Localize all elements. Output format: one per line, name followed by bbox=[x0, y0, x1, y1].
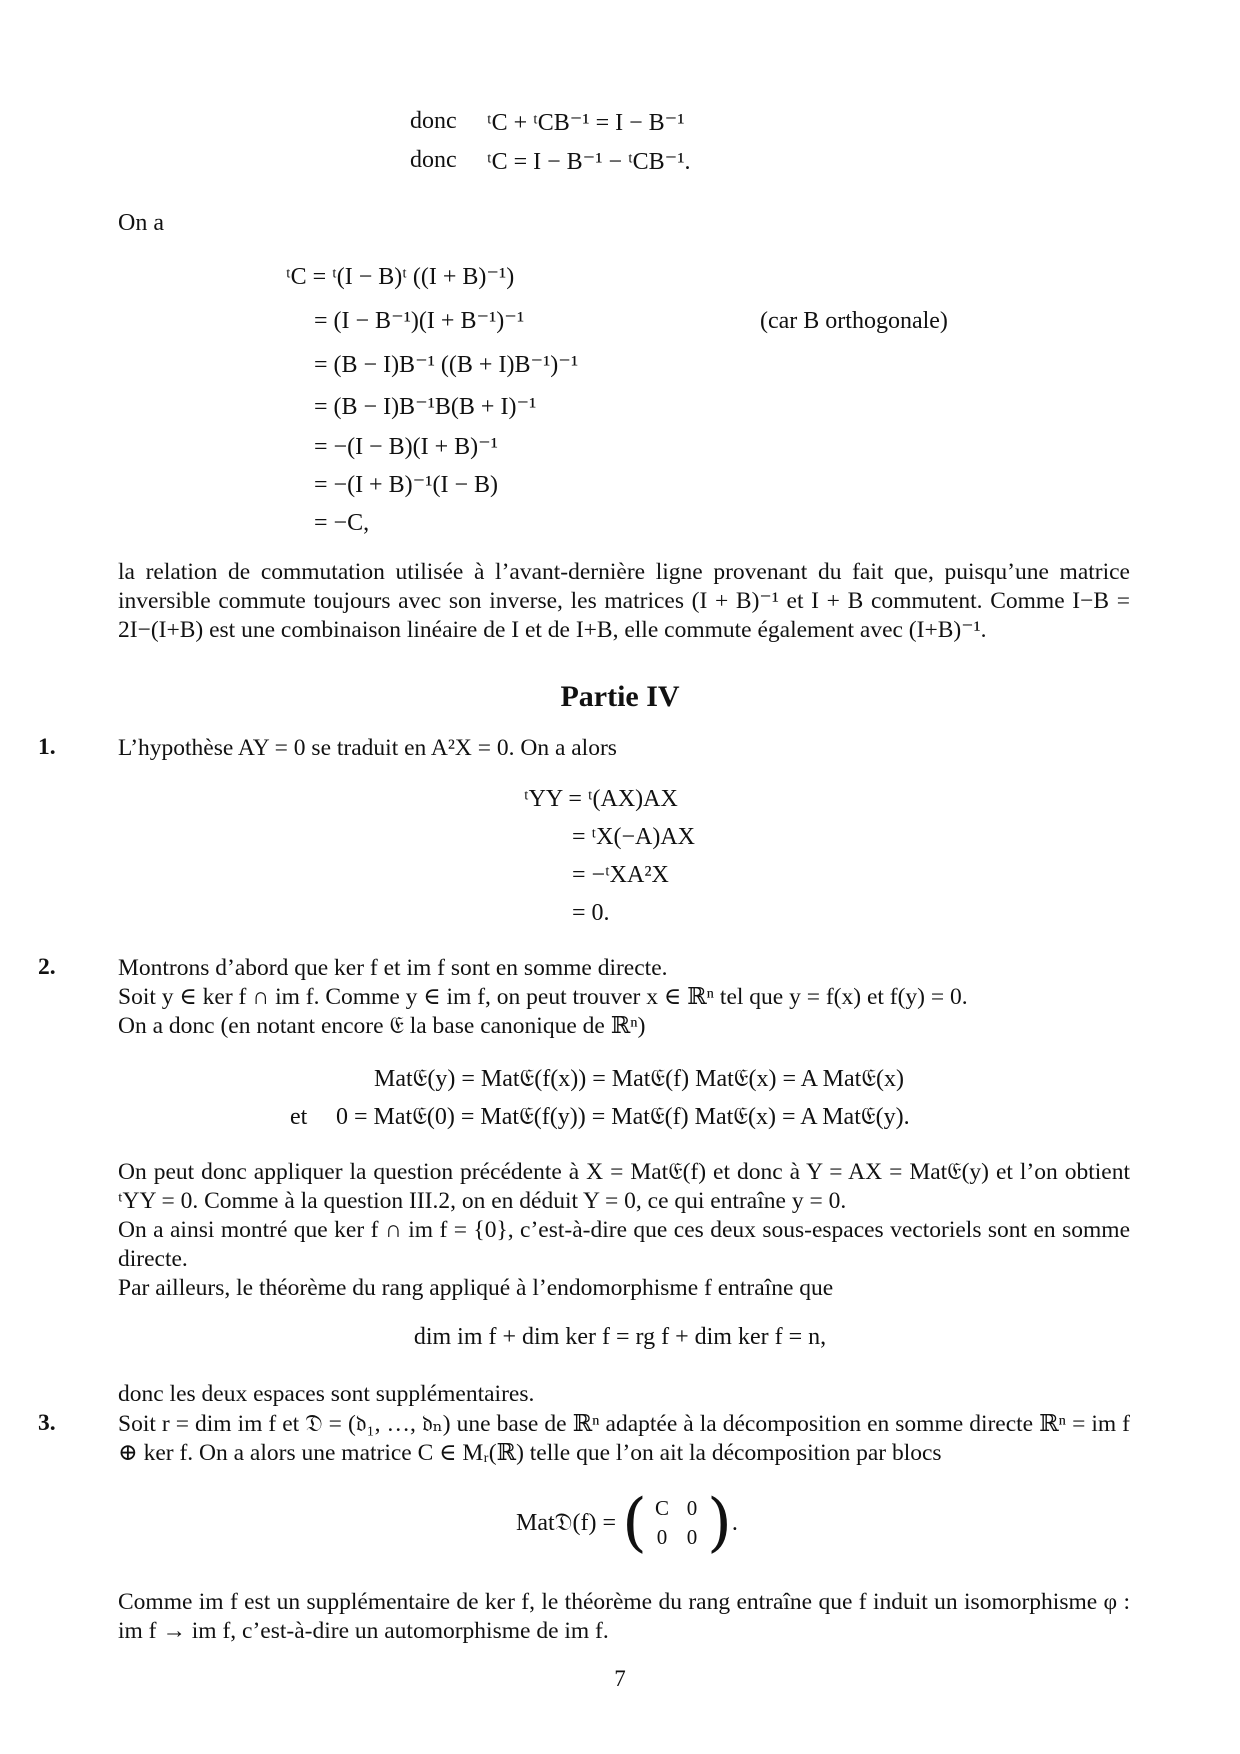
q2-line: Soit y ∈ ker f ∩ im f. Comme y ∈ im f, on peut trouver x ∈ ℝⁿ tel que y = f(x) et f(y) = 0. bbox=[118, 984, 968, 1010]
q1-equation: = −ᵗXA²X bbox=[572, 862, 669, 888]
chain-line: = (B − I)B⁻¹ ((B + I)B⁻¹)⁻¹ bbox=[314, 352, 579, 378]
on-a-text: On a bbox=[118, 210, 164, 236]
q1-equation: = ᵗX(−A)AX bbox=[572, 824, 695, 850]
q2-paragraph: Par ailleurs, le théorème du rang appliqué à l’endomorphisme f entraîne que bbox=[118, 1275, 834, 1301]
q2-display: 0 = Mat𝔈(0) = Mat𝔈(f(y)) = Mat𝔈(f) Mat𝔈(x) = A Mat𝔈(y). bbox=[336, 1104, 910, 1130]
question-number: 2. bbox=[38, 954, 56, 980]
page-number: 7 bbox=[614, 1666, 626, 1691]
chain-line: = −(I − B)(I + B)⁻¹ bbox=[314, 434, 498, 460]
q2-line: On a donc (en notant encore 𝔈 la base canonique de ℝⁿ) bbox=[118, 1013, 646, 1039]
eq-label: donc bbox=[410, 147, 457, 173]
matrix-cell: 0 bbox=[686, 1525, 698, 1549]
q1-text: L’hypothèse AY = 0 se traduit en A²X = 0. On a alors bbox=[118, 735, 617, 761]
equation: ᵗC = I − B⁻¹ − ᵗCB⁻¹. bbox=[487, 149, 691, 175]
q2-display: dim im f + dim ker f = rg f + dim ker f = n, bbox=[413, 1324, 827, 1350]
question-number: 3. bbox=[38, 1410, 56, 1436]
matrix-cell: C bbox=[654, 1496, 669, 1520]
chain-line: = (I − B⁻¹)(I + B⁻¹)⁻¹ bbox=[314, 308, 525, 334]
q3-paragraph: Comme im f est un supplémentaire de ker f, le théorème du rang entraîne que f induit un isomorphisme φ : im f → im f, c’est-à-dire un automorphisme de im f. bbox=[118, 1589, 1130, 1644]
matrix-end: . bbox=[731, 1509, 738, 1536]
chain-line: = −C, bbox=[314, 510, 370, 536]
block-matrix-display bbox=[516, 1488, 738, 1558]
chain-note: (car B orthogonale) bbox=[760, 308, 948, 334]
chain-line: = (B − I)B⁻¹B(B + I)⁻¹ bbox=[314, 394, 537, 420]
q2-paragraph: On a ainsi montré que ker f ∩ im f = {0}, c’est-à-dire que ces deux sous-espaces vectoriels sont en somme directe. bbox=[118, 1217, 1130, 1272]
paragraph-commutation: la relation de commutation utilisée à l’avant-dernière ligne provenant du fait que, puisqu’une matrice inversible commute toujours avec son inverse, les matrices (I + B)⁻¹ et I + B commutent. Comme I−B = 2I−(I+B) est une combinaison linéaire de I et de I+B, elle commute également avec (I+B)⁻¹. bbox=[118, 559, 1130, 643]
question-number: 1. bbox=[38, 734, 56, 760]
q2-line: Montrons d’abord que ker f et im f sont en somme directe. bbox=[118, 955, 668, 981]
matrix-cell: 0 bbox=[656, 1525, 668, 1549]
chain-line: = −(I + B)⁻¹(I − B) bbox=[314, 472, 498, 498]
q2-paragraph: On peut donc appliquer la question précédente à X = Mat𝔈(f) et donc à Y = AX = Mat𝔈(y) et l’on obtient ᵗYY = 0. Comme à la question III.2, on en déduit Y = 0, ce qui entraîne y = 0. bbox=[118, 1159, 1130, 1214]
q2-display-label: et bbox=[290, 1104, 308, 1130]
left-paren: ( bbox=[621, 1486, 647, 1560]
q1-equation: = 0. bbox=[572, 900, 610, 926]
q2-paragraph: donc les deux espaces sont supplémentaires. bbox=[118, 1381, 535, 1407]
q3-paragraph: Soit r = dim im f et 𝔇 = (𝔡₁, …, 𝔡ₙ) une base de ℝⁿ adaptée à la décomposition en somme directe ℝⁿ = im f ⊕ ker f. On a alors une matrice C ∈ Mᵣ(ℝ) telle que l’on ait la décomposition par blocs bbox=[118, 1411, 1130, 1466]
q1-equation: ᵗYY = ᵗ(AX)AX bbox=[524, 786, 678, 812]
matrix-lhs: Mat𝔇(f) = bbox=[516, 1509, 616, 1536]
matrix-grid bbox=[647, 1496, 707, 1550]
right-paren: ) bbox=[706, 1486, 732, 1560]
q2-display: Mat𝔈(y) = Mat𝔈(f(x)) = Mat𝔈(f) Mat𝔈(x) = A Mat𝔈(x) bbox=[374, 1066, 905, 1092]
chain-line: ᵗC = ᵗ(I − B)ᵗ ((I + B)⁻¹) bbox=[286, 264, 515, 290]
section-title: Partie IV bbox=[560, 680, 680, 713]
eq-label: donc bbox=[410, 108, 457, 134]
equation: ᵗC + ᵗCB⁻¹ = I − B⁻¹ bbox=[487, 110, 685, 136]
matrix-cell: 0 bbox=[686, 1496, 698, 1520]
